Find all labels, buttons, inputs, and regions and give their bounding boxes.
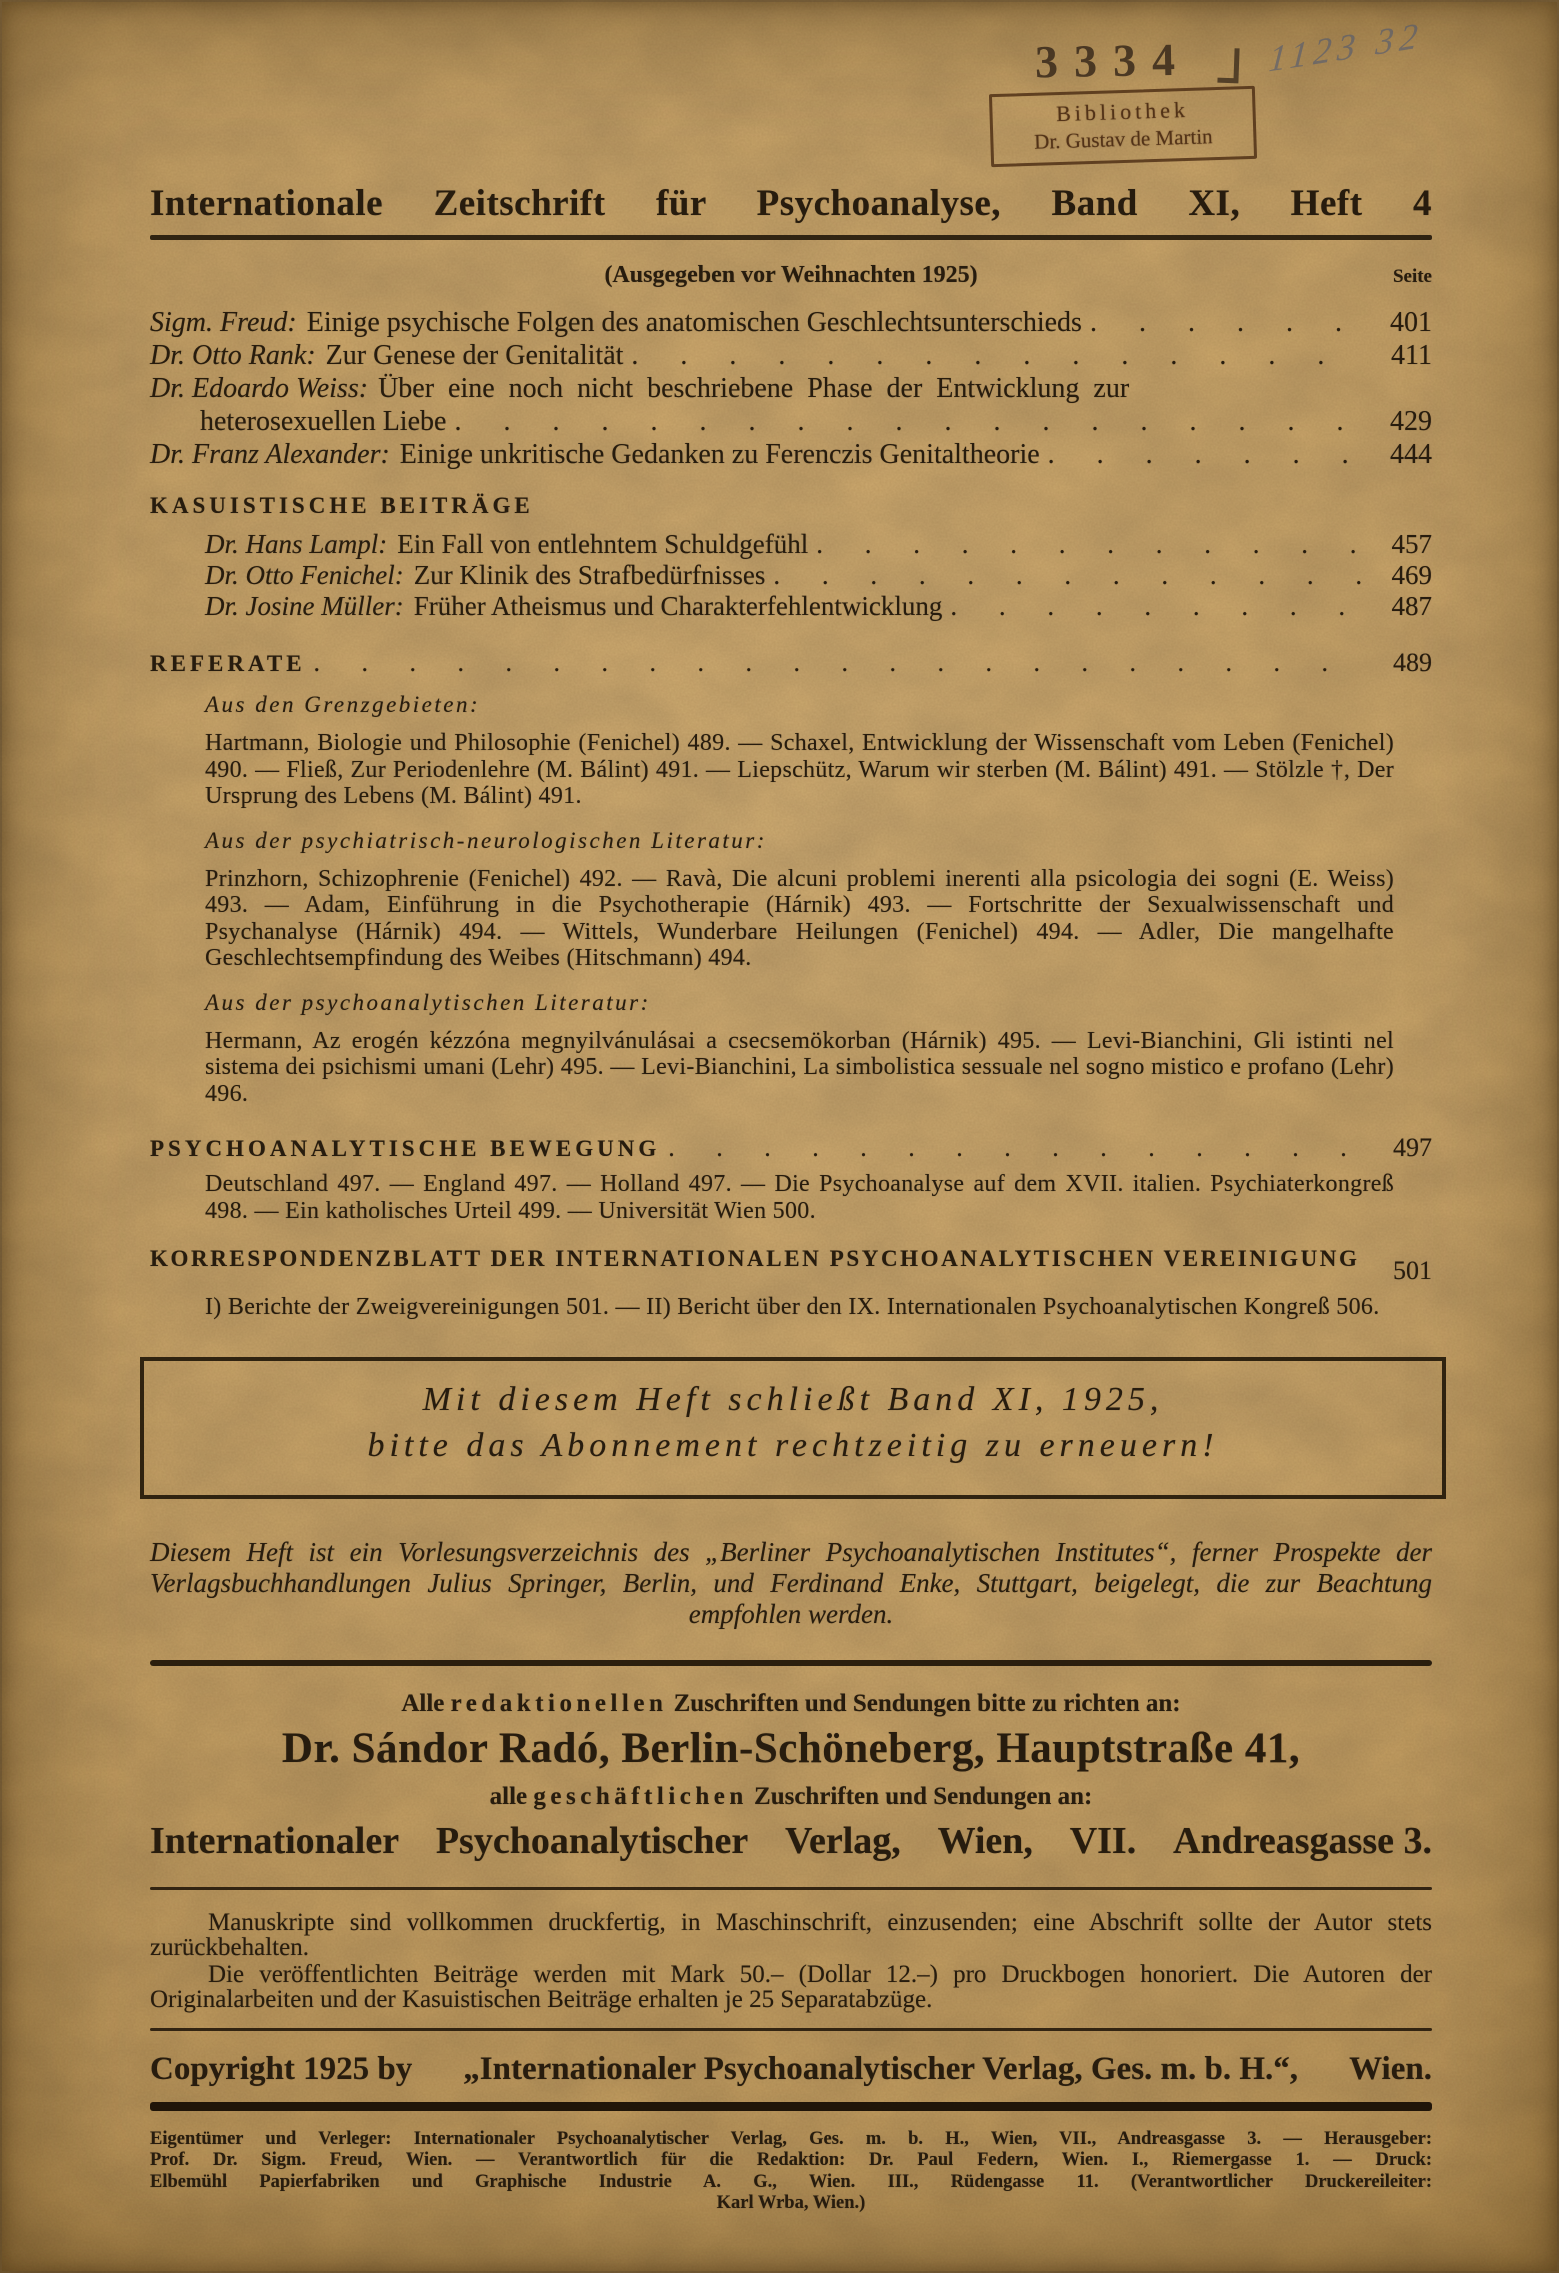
divider [150,1660,1432,1666]
entry-title: heterosexuellen Liebe [200,406,447,437]
pencil-handwriting: 1123 32 [1267,14,1426,80]
page-number: 469 [1391,560,1432,590]
toc-entry [205,529,1432,560]
copyright-part: Copyright 1925 by [150,2050,413,2087]
page-column-label: Seite [1392,266,1432,287]
author-name: Dr. Josine Müller: [205,591,404,621]
business-intro-pre: alle [489,1782,534,1810]
dot-leader [1048,438,1368,471]
entry-title: Einige psychische Folgen des anatomischen Geschlechtsunterschieds [306,307,1082,338]
entry-title: Einige unkritische Gedanken zu Ferenczis Genitaltheorie [399,439,1040,470]
editorial-intro-pre: Alle [401,1689,451,1717]
author-name: Dr. Otto Rank: [150,340,316,371]
business-address-word: Andreasgasse 3. [1173,1819,1432,1862]
section-heading-kasuistische: KASUISTISCHE BEITRÄGE [150,493,534,518]
business-address-word: Wien, [937,1819,1033,1862]
imprint [150,2129,1432,2215]
business-intro [150,1783,1432,1811]
renewal-notice-line1: Mit diesem Heft schließt Band XI, 1925, [422,1380,1164,1418]
toc-entry [205,560,1432,591]
page-number: 411 [1391,340,1432,371]
author-name: Dr. Otto Fenichel: [205,560,404,590]
section-heading-bewegung: PSYCHOANALYTISCHE BEWEGUNG [150,1136,661,1161]
bewegung-paragraph: Deutschland 497. — England 497. — Holland 497. — Die Psychoanalyse auf dem XVII. italien. Psychiaterkongreß 498. — Ein katholisches Urteil 499. — Universität Wien 500. [205,1171,1394,1224]
imprint-line: Eigentümer und Verleger: Internationaler Psychoanalytischer Verlag, Ges. m. b. H., Wien, VII., Andreasgasse 3. — Herausgeber: [150,2128,1432,2149]
author-name: Dr. Edoardo Weiss: [150,373,369,404]
imprint-line: Prof. Dr. Sigm. Freud, Wien. — Verantwortlich für die Redaktion: Dr. Paul Federn, Wien. I., Riemergasse 1. — Druck: [150,2150,1432,2170]
copyright-part: „Internationaler Psychoanalytischer Verlag, Ges. m. b. H.“, [463,2050,1299,2087]
dot-leader [454,405,1368,438]
divider [150,2028,1432,2031]
author-instructions [150,1910,1432,2012]
entry-title: Früher Atheismus und Charakterfehlentwicklung [413,591,943,621]
page-number: 429 [1390,406,1432,437]
issue-note-row [150,262,1432,294]
section-row-bewegung [150,1133,1432,1163]
dot-leader [631,339,1368,372]
entry-title: Zur Klinik des Strafbedürfnisses [413,560,766,590]
business-address-word: Internationaler [150,1819,400,1862]
library-stamp [989,86,1257,167]
business-intro-post: Zuschriften und Sendungen an: [747,1782,1093,1810]
page-number: 497 [1393,1133,1432,1162]
divider [150,2102,1432,2111]
subsection-heading-psychoanalytisch: Aus der psychoanalytischen Literatur: [205,989,651,1015]
dot-leader [1090,306,1368,339]
copyright-part: Wien. [1349,2050,1432,2087]
editorial-intro-post: Zuschriften und Sendungen bitte zu richten an: [667,1689,1181,1717]
title-divider [150,235,1432,240]
entry-title: Ein Fall von entlehntem Schuldgefühl [397,529,809,559]
subsection-heading-grenzgebiete: Aus den Grenzgebieten: [205,692,481,717]
entry-title: Über eine noch nicht beschriebene Phase der Entwicklung zur [378,373,1130,404]
renewal-notice-line2: bitte das Abonnement rechtzeitig zu erneuern! [367,1426,1219,1464]
referate-paragraph: Hartmann, Biologie und Philosophie (Fenichel) 489. — Schaxel, Entwicklung der Wissenschaft vom Leben (Fenichel) 490. — Fließ, Zur Periodenlehre (M. Bálint) 491. — Liepschütz, Warum wir sterben (M. Bálint) 491. — Stölzle †, Der Ursprung des Lebens (M. Bálint) 491. [205,730,1394,809]
dot-leader [773,560,1368,591]
issue-note: (Ausgegeben vor Weihnachten 1925) [604,262,978,288]
fees-note: Die veröffentlichten Beiträge werden mit Mark 50.– (Dollar 12.–) pro Druckbogen honoriert. Die Autoren der Originalarbeiten und der Kasuistischen Beiträge erhalten je 25 Separatabzüge. [150,1960,1432,2013]
toc-entry [150,306,1432,339]
corner-mark [1217,48,1239,84]
page-number: 444 [1390,439,1432,470]
dot-leader [668,1133,1368,1163]
page-number: 489 [1393,648,1432,677]
page-number: 501 [1393,1256,1432,1285]
manuscripts-note: Manuskripte sind vollkommen druckfertig, in Maschinschrift, einzusenden; eine Abschrift sollte der Autor stets zurückbehalten. [150,1908,1432,1961]
page-number: 401 [1390,307,1432,338]
journal-title: Internationale Zeitschrift für Psychoanalyse, Band XI, Heft 4 [150,183,1432,224]
library-stamp-line1: Bibliothek [1055,96,1190,127]
korrespondenzblatt-paragraph: I) Berichte der Zweigvereinigungen 501. — II) Bericht über den IX. Internationalen Psychoanalytischen Kongreß 506. [205,1294,1380,1320]
business-address [150,1819,1432,1863]
referate-paragraph: Hermann, Az erogén kézzóna megnyilvánulásai a csecsemökorban (Hárnik) 495. — Levi-Bianchini, Gli istinti nel sistema dei psichismi umani (Lehr) 495. — Levi-Bianchini, La simbolistica sessuale nel sogno mistico e profano (Lehr) 496. [205,1027,1394,1107]
business-address-word: Verlag, [785,1819,901,1862]
accession-number-stamp: 3334 [1034,33,1192,88]
copyright-line [150,2051,1432,2088]
referate-paragraph: Prinzhorn, Schizophrenie (Fenichel) 492. — Ravà, Die alcuni problemi inerenti alla psicologia dei sogni (E. Weiss) 493. — Adam, Einführung in die Psychotherapie (Hárnik) 493. — Fortschritte der Sexualwissenschaft und Psychanalyse (Hárnik) 494. — Wittels, Wunderbare Heilungen (Fenichel) 494. — Adler, Die mangelhafte Geschlechtsempfindung des Weibes (Hitschmann) 494. [205,865,1394,971]
business-address-word: Psychoanalytischer [435,1819,749,1862]
toc-entry [150,438,1432,471]
author-name: Sigm. Freud: [150,307,297,338]
business-intro-spaced: geschäftlichen [533,1782,748,1810]
divider [150,1887,1432,1890]
page-content [150,0,1432,2215]
renewal-notice-box [140,1357,1446,1499]
dot-leader [314,648,1368,678]
section-heading-referate: REFERATE [150,651,306,676]
dot-leader [816,529,1368,560]
dot-leader [950,591,1368,622]
subsection-heading-psychiatrisch: Aus der psychiatrisch-neurologischen Literatur: [205,827,767,853]
business-address-word: VII. [1069,1819,1137,1862]
editorial-address: Dr. Sándor Radó, Berlin-Schöneberg, Hauptstraße 41, [281,1724,1301,1772]
section-row-korrespondenzblatt [150,1246,1432,1286]
imprint-line: Karl Wrba, Wien.) [716,2193,866,2213]
insert-note: Diesem Heft ist ein Vorlesungsverzeichnis des „Berliner Psychoanalytischen Institutes“, ferner Prospekte der Verlagsbuchhandlungen Julius Springer, Berlin, und Ferdinand Enke, Stuttgart, beigelegt, die zur Beachtung empfohlen werden. [150,1536,1432,1629]
page-number: 457 [1391,529,1432,559]
author-name: Dr. Franz Alexander: [150,439,390,470]
section-heading-korrespondenzblatt: KORRESPONDENZBLATT DER INTERNATIONALEN PSYCHOANALYTISCHEN VEREINIGUNG [150,1246,1360,1271]
author-name: Dr. Hans Lampl: [205,529,388,559]
entry-title: Zur Genese der Genitalität [325,340,624,371]
section-row-referate [150,648,1432,678]
toc-entry [150,339,1432,372]
page-number: 487 [1391,591,1432,621]
toc-entry [205,591,1432,622]
table-of-contents [150,306,1432,471]
editorial-intro-spaced: redaktionellen [450,1689,668,1717]
kasuistische-list [150,529,1432,622]
toc-entry-continuation [200,405,1432,438]
library-stamp-line2: Dr. Gustav de Martin [1033,124,1213,154]
editorial-intro [150,1690,1432,1718]
imprint-line: Elbemühl Papierfabriken und Graphische Industrie A. G., Wien. III., Rüdengasse 11. (Verantwortlicher Druckereileiter: [150,2171,1432,2192]
toc-entry [150,372,1432,405]
